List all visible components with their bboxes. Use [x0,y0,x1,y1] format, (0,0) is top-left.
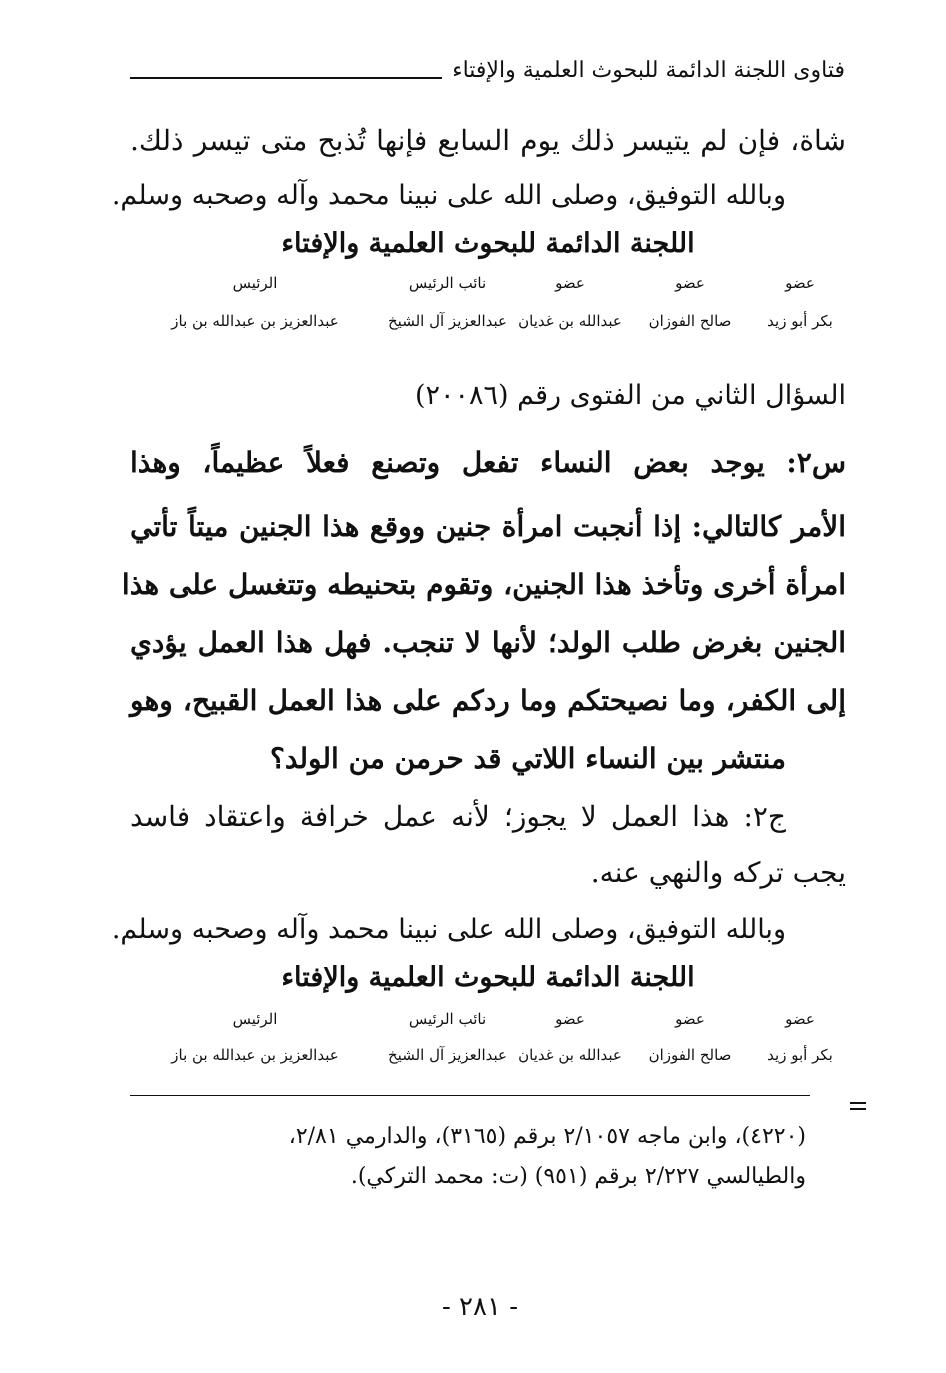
signatory-name: عبدالعزيز بن عبدالله بن باز [171,312,339,330]
signatory-name: بكر أبو زيد [767,1046,833,1064]
role-member: عضو [675,1010,705,1028]
header-rule [130,77,442,79]
role-member: عضو [675,274,705,292]
question-line: س٢: يوجد بعض النساء تفعل وتصنع فعلاً عظيماً، وهذا [130,446,846,479]
role-deputy-chairman: نائب الرئيس [408,274,487,292]
signatory-names [130,1046,845,1064]
answer-line: ج٢: هذا العمل لا يجوز؛ لأنه عمل خرافة واعتقاد فاسد [130,800,786,833]
role-member: عضو [785,274,815,292]
role-member: عضو [555,1010,585,1028]
question-line: الجنين بغرض طلب الولد؛ لأنها لا تنجب. فهل هذا العمل يؤدي [130,626,846,659]
role-chairman: الرئيس [232,274,278,292]
signatory-roles [130,274,845,292]
question-heading: السؤال الثاني من الفتوى رقم (٢٠٠٨٦) [414,380,846,411]
question-line: الأمر كالتالي: إذا أنجبت امرأة جنين ووقع هذا الجنين ميتاً تأتي [130,510,846,543]
signatory-name: صالح الفوزان [648,312,732,330]
role-member: عضو [555,274,585,292]
footnote-line: والطيالسي ٢/٢٢٧ برقم (٩٥١) (ت: محمد التركي). [350,1164,806,1189]
question-line: إلى الكفر، وما نصيحتكم وما ردكم على هذا العمل القبيح، وهو [130,684,846,717]
role-chairman: الرئيس [232,1010,278,1028]
role-deputy-chairman: نائب الرئيس [408,1010,487,1028]
running-header-title: فتاوى اللجنة الدائمة للبحوث العلمية والإفتاء [452,58,845,83]
footnote-line: (٤٢٢٠)، وابن ماجه ٢/١٠٥٧ برقم (٣١٦٥)، والدارمي ٢/٨١، [288,1124,806,1149]
committee-title: اللجنة الدائمة للبحوث العلمية والإفتاء [281,228,695,259]
closing-line: وبالله التوفيق، وصلى الله على نبينا محمد وآله وصحبه وسلم. [111,914,786,945]
signatory-name: عبدالعزيز بن عبدالله بن باز [171,1046,339,1064]
page-number: - ٢٨١ - [441,1292,519,1322]
closing-line: وبالله التوفيق، وصلى الله على نبينا محمد وآله وصحبه وسلم. [111,180,786,211]
signatory-name: عبدالله بن غديان [518,312,622,330]
signatory-names [130,312,845,330]
role-member: عضو [785,1010,815,1028]
committee-title: اللجنة الدائمة للبحوث العلمية والإفتاء [281,962,695,993]
question-line: امرأة أخرى وتأخذ هذا الجنين، وتقوم بتحنيطه وتتغسل على هذا [121,568,846,601]
signatory-roles [130,1010,845,1028]
footnote-separator [130,1095,810,1096]
question-line: منتشر بين النساء اللاتي قد حرمن من الولد؟ [269,742,786,775]
signatory-name: عبدالله بن غديان [518,1046,622,1064]
answer-line: يجب تركه والنهي عنه. [590,856,846,889]
signatory-name: صالح الفوزان [648,1046,732,1064]
footnote-continuation-mark [850,1102,866,1114]
signatory-name: عبدالعزيز آل الشيخ [388,1046,507,1064]
running-header [130,58,845,83]
paragraph-line: شاة، فإن لم يتيسر ذلك يوم السابع فإنها تُذبح متى تيسر ذلك. [130,124,846,157]
signatory-name: عبدالعزيز آل الشيخ [388,312,507,330]
signatory-name: بكر أبو زيد [767,312,833,330]
